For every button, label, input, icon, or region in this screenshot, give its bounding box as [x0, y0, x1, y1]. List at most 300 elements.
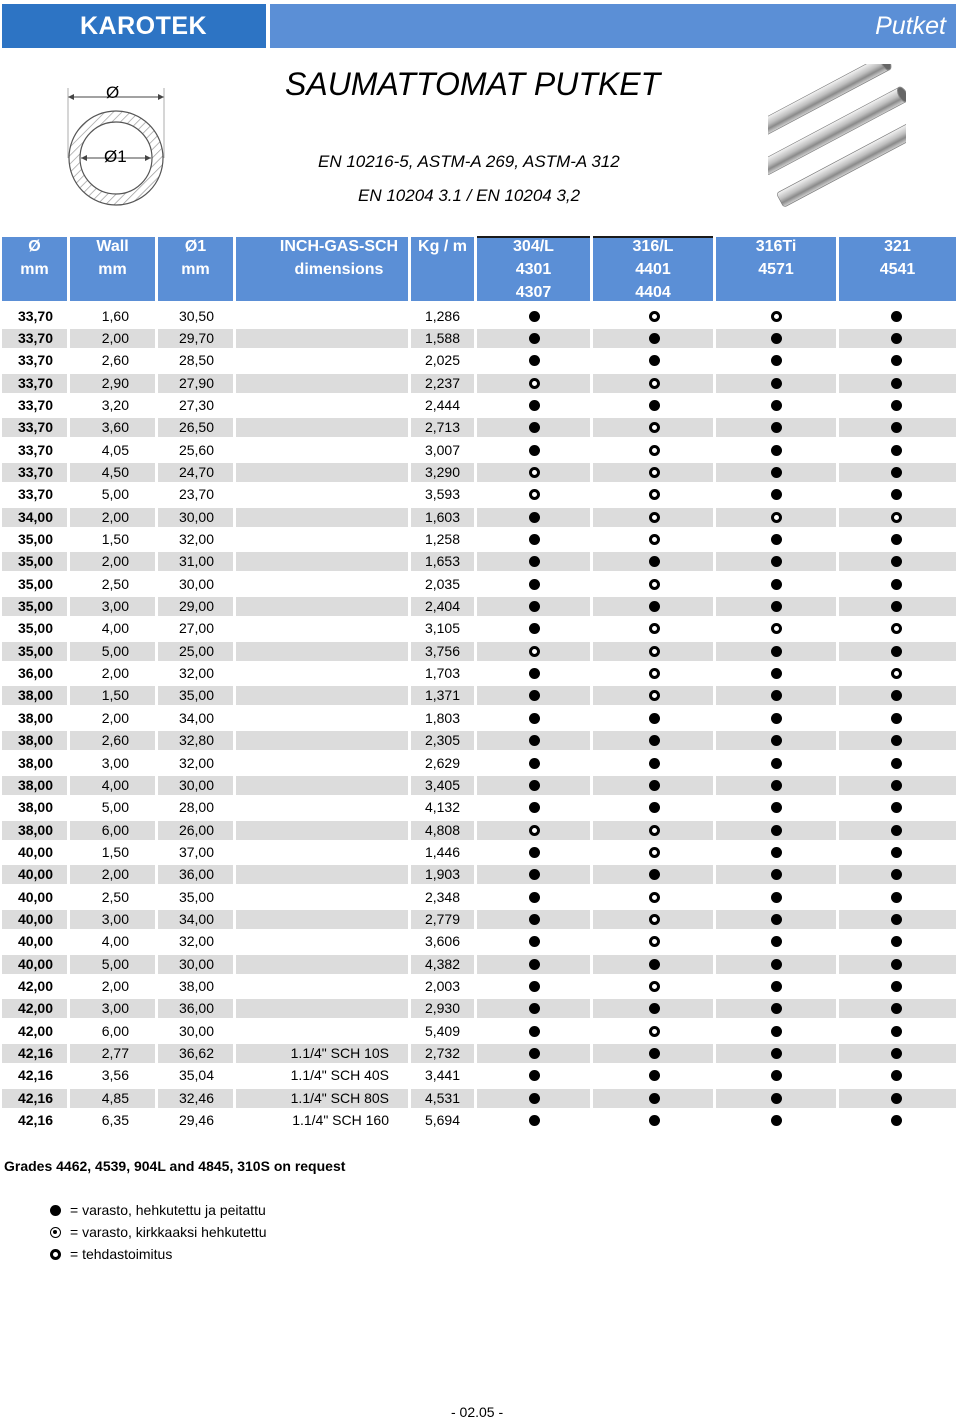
wall-thickness-cell: 3,56 [101, 1067, 129, 1084]
grade-321-cell-ring-dot-icon [891, 623, 902, 634]
table-row [0, 819, 960, 841]
grade-316ti-cell-filled-dot-icon [771, 333, 782, 344]
standards-line-2: EN 10204 3.1 / EN 10204 3,2 [358, 186, 581, 205]
grade-316-cell-ring-dot-icon [649, 892, 660, 903]
grade-316ti-cell-filled-dot-icon [771, 378, 782, 389]
inner-diameter-cell: 32,00 [178, 754, 214, 771]
inner-diameter-cell: 30,00 [178, 955, 214, 972]
wall-thickness-cell: 6,00 [101, 821, 129, 838]
ring-dot-icon [50, 1249, 61, 1260]
inner-diameter-cell: 27,90 [178, 374, 214, 391]
grade-316-cell-filled-dot-icon [649, 802, 660, 813]
col-header-label: mm [98, 261, 127, 278]
row-shade [236, 865, 408, 884]
grade-316ti-cell-filled-dot-icon [771, 668, 782, 679]
grade-304-cell-filled-dot-icon [529, 422, 540, 433]
col-header-label: 321 [884, 238, 911, 255]
inner-diameter-cell: 36,62 [178, 1045, 214, 1062]
grade-321-cell-filled-dot-icon [891, 646, 902, 657]
inch-gas-sch-cell: 1.1/4" SCH 80S [290, 1089, 389, 1106]
grade-304-cell-filled-dot-icon [529, 579, 540, 590]
grade-316ti-cell-filled-dot-icon [771, 1026, 782, 1037]
wall-thickness-cell: 2,60 [101, 352, 129, 369]
grade-321-cell-filled-dot-icon [891, 422, 902, 433]
weight-cell: 2,237 [424, 374, 460, 391]
outer-diameter-cell: 34,00 [17, 508, 53, 525]
grade-316-cell-ring-dot-icon [649, 489, 660, 500]
weight-cell: 2,404 [424, 598, 460, 615]
grade-316ti-cell-filled-dot-icon [771, 422, 782, 433]
table-row [0, 953, 960, 975]
grade-316ti-cell-filled-dot-icon [771, 400, 782, 411]
inner-diameter-cell: 30,00 [178, 1022, 214, 1039]
row-shade [236, 552, 408, 571]
grade-304-cell-ring-dot-icon [529, 467, 540, 478]
wall-thickness-cell: 3,00 [101, 598, 129, 615]
wall-thickness-cell: 2,00 [101, 709, 129, 726]
grade-316-cell-ring-dot-icon [649, 534, 660, 545]
col-header-label: Kg / m [418, 238, 467, 255]
col-header-label: 316/L [632, 238, 674, 255]
weight-cell: 2,305 [424, 732, 460, 749]
outer-diameter-cell: 35,00 [17, 598, 53, 615]
grade-316ti-cell-filled-dot-icon [771, 489, 782, 500]
category-name: Putket [875, 12, 946, 40]
grade-321-cell-filled-dot-icon [891, 914, 902, 925]
inner-diameter-cell: 35,04 [178, 1067, 214, 1084]
target-dot-icon [50, 1227, 61, 1238]
table-row [0, 595, 960, 617]
row-shade [236, 999, 408, 1018]
outer-diameter-cell: 42,16 [17, 1089, 53, 1106]
grade-316ti-cell-filled-dot-icon [771, 467, 782, 478]
outer-diameter-cell: 33,70 [17, 486, 53, 503]
weight-cell: 2,444 [424, 396, 460, 413]
table-row [0, 1042, 960, 1064]
table-row [0, 305, 960, 327]
filled-dot-icon [50, 1205, 61, 1216]
wall-thickness-cell: 2,90 [101, 374, 129, 391]
grade-321-cell-filled-dot-icon [891, 735, 902, 746]
col-header-label: dimensions [294, 261, 384, 278]
inner-diameter-cell: 32,46 [178, 1089, 214, 1106]
inner-diameter-cell: 32,00 [178, 531, 214, 547]
weight-cell: 1,803 [424, 709, 460, 726]
wall-thickness-cell: 2,00 [101, 329, 129, 346]
col-header-label: 4571 [758, 261, 794, 278]
grade-316-cell-filled-dot-icon [649, 355, 660, 366]
inner-diameter-cell: 32,00 [178, 933, 214, 950]
inner-diameter-cell: 24,70 [178, 463, 214, 480]
grade-316ti-cell-filled-dot-icon [771, 1003, 782, 1014]
grade-304-cell-filled-dot-icon [529, 333, 540, 344]
grade-316-cell-ring-dot-icon [649, 825, 660, 836]
grade-316-cell-filled-dot-icon [649, 780, 660, 791]
col-header-label: 4301 [515, 261, 552, 278]
grade-304-cell-filled-dot-icon [529, 802, 540, 813]
grade-316-cell-ring-dot-icon [649, 981, 660, 992]
outer-diameter-cell: 33,70 [17, 352, 53, 369]
weight-cell: 1,446 [424, 843, 460, 860]
grade-321-cell-filled-dot-icon [891, 1026, 902, 1037]
wall-thickness-cell: 3,00 [101, 910, 129, 927]
brand-name: KAROTEK [80, 12, 208, 40]
row-shade [236, 642, 408, 661]
inner-diameter-cell: 28,50 [178, 352, 214, 369]
weight-cell: 4,808 [424, 821, 460, 838]
weight-cell: 2,348 [424, 888, 460, 905]
grade-321-cell-filled-dot-icon [891, 713, 902, 724]
page-title: SAUMATTOMAT PUTKET [285, 66, 661, 102]
inner-diameter-cell: 30,00 [178, 575, 214, 592]
grade-321-cell-filled-dot-icon [891, 1003, 902, 1014]
grade-304-cell-filled-dot-icon [529, 981, 540, 992]
grade-304-cell-filled-dot-icon [529, 936, 540, 947]
grade-316-cell-filled-dot-icon [649, 1003, 660, 1014]
grade-304-cell-filled-dot-icon [529, 1093, 540, 1104]
table-row [0, 707, 960, 729]
inner-diameter-cell: 29,46 [178, 1112, 214, 1129]
standards-line-1: EN 10216-5, ASTM-A 269, ASTM-A 312 [318, 152, 620, 171]
inch-gas-sch-cell: 1.1/4" SCH 10S [290, 1045, 389, 1062]
grade-304-cell-ring-dot-icon [529, 378, 540, 389]
weight-cell: 1,603 [424, 508, 460, 525]
grade-321-cell-filled-dot-icon [891, 1093, 902, 1104]
grade-304-cell-filled-dot-icon [529, 1026, 540, 1037]
page-number: - 02.05 - [451, 1404, 504, 1418]
table-row [0, 1020, 960, 1042]
table-row [0, 1087, 960, 1109]
legend-label: = varasto, kirkkaaksi hehkutettu [70, 1224, 267, 1240]
grade-304-cell-filled-dot-icon [529, 445, 540, 456]
grade-304-cell-filled-dot-icon [529, 713, 540, 724]
grade-316ti-cell-filled-dot-icon [771, 1048, 782, 1059]
grade-316ti-cell-filled-dot-icon [771, 869, 782, 880]
table-row [0, 930, 960, 952]
grade-304-cell-filled-dot-icon [529, 311, 540, 322]
wall-thickness-cell: 1,60 [101, 307, 129, 324]
outer-diameter-cell: 33,70 [17, 374, 53, 391]
grade-316-cell-filled-dot-icon [649, 400, 660, 411]
outer-diameter-cell: 42,16 [17, 1067, 53, 1084]
outer-diameter-cell: 38,00 [17, 821, 53, 838]
grade-321-cell-filled-dot-icon [891, 690, 902, 701]
grade-316ti-cell-filled-dot-icon [771, 735, 782, 746]
grade-316-cell-ring-dot-icon [649, 1026, 660, 1037]
outer-diameter-cell: 38,00 [17, 754, 53, 771]
grade-304-cell-filled-dot-icon [529, 668, 540, 679]
weight-cell: 2,035 [424, 575, 460, 592]
outer-diameter-cell: 40,00 [17, 955, 53, 972]
grade-316ti-cell-filled-dot-icon [771, 646, 782, 657]
grade-321-cell-filled-dot-icon [891, 355, 902, 366]
inner-diameter-cell: 31,00 [178, 553, 214, 570]
grade-321-cell-filled-dot-icon [891, 802, 902, 813]
table-row [0, 796, 960, 818]
table-row [0, 461, 960, 483]
outer-diameter-cell: 35,00 [17, 575, 53, 592]
category-header [270, 4, 956, 48]
row-shade [236, 955, 408, 974]
table-row [0, 774, 960, 796]
grade-316-cell-filled-dot-icon [649, 869, 660, 880]
inner-diameter-cell: 30,00 [178, 508, 214, 525]
grade-304-cell-filled-dot-icon [529, 959, 540, 970]
table-row [0, 550, 960, 572]
weight-cell: 1,286 [424, 307, 460, 324]
weight-cell: 5,409 [424, 1022, 460, 1039]
outer-diameter-cell: 33,70 [17, 441, 53, 458]
grade-316-cell-filled-dot-icon [649, 556, 660, 567]
grade-304-cell-filled-dot-icon [529, 847, 540, 858]
outer-diameter-cell: 40,00 [17, 910, 53, 927]
row-shade [236, 463, 408, 482]
grade-321-cell-filled-dot-icon [891, 1070, 902, 1081]
outer-diameter-cell: 40,00 [17, 843, 53, 860]
wall-thickness-cell: 5,00 [101, 955, 129, 972]
grade-316-cell-filled-dot-icon [649, 713, 660, 724]
col-header-label: mm [181, 261, 210, 278]
grade-316ti-cell-filled-dot-icon [771, 892, 782, 903]
outer-diameter-cell: 40,00 [17, 888, 53, 905]
grade-316-cell-ring-dot-icon [649, 579, 660, 590]
grade-304-cell-ring-dot-icon [529, 646, 540, 657]
grade-316-cell-filled-dot-icon [649, 601, 660, 612]
weight-cell: 2,003 [424, 978, 460, 994]
grade-321-cell-filled-dot-icon [891, 892, 902, 903]
wall-thickness-cell: 5,00 [101, 486, 129, 503]
grade-316ti-cell-filled-dot-icon [771, 355, 782, 366]
weight-cell: 1,903 [424, 866, 460, 883]
grade-316-cell-filled-dot-icon [649, 333, 660, 344]
inner-diameter-cell: 35,00 [178, 687, 214, 704]
outer-diameter-cell: 33,70 [17, 419, 53, 436]
grade-321-cell-filled-dot-icon [891, 758, 902, 769]
grade-316ti-cell-filled-dot-icon [771, 1093, 782, 1104]
grade-321-cell-filled-dot-icon [891, 601, 902, 612]
row-shade [236, 597, 408, 616]
grade-304-cell-filled-dot-icon [529, 1115, 540, 1126]
weight-cell: 2,629 [424, 754, 460, 771]
grade-316-cell-filled-dot-icon [649, 1048, 660, 1059]
grade-304-cell-ring-dot-icon [529, 489, 540, 500]
grade-304-cell-filled-dot-icon [529, 1070, 540, 1081]
grade-321-cell-filled-dot-icon [891, 981, 902, 992]
wall-thickness-cell: 2,50 [101, 888, 129, 905]
grade-321-cell-filled-dot-icon [891, 847, 902, 858]
table-row [0, 729, 960, 751]
table-row [0, 863, 960, 885]
row-shade [236, 508, 408, 527]
grade-316ti-cell-filled-dot-icon [771, 579, 782, 590]
col-header-label: 4401 [635, 261, 671, 278]
weight-cell: 2,713 [424, 419, 460, 436]
grades-note: Grades 4462, 4539, 904L and 4845, 310S on request [4, 1158, 346, 1174]
table-row [0, 372, 960, 394]
wall-thickness-cell: 2,50 [101, 575, 129, 592]
weight-cell: 4,382 [424, 955, 460, 972]
grade-321-cell-filled-dot-icon [891, 579, 902, 590]
inner-diameter-cell: 27,30 [178, 396, 214, 413]
wall-thickness-cell: 3,00 [101, 754, 129, 771]
grade-316-cell-ring-dot-icon [649, 445, 660, 456]
grade-304-cell-filled-dot-icon [529, 1003, 540, 1014]
table-row [0, 327, 960, 349]
wall-thickness-cell: 4,00 [101, 933, 129, 950]
inner-diameter-cell: 23,70 [178, 486, 214, 503]
grade-316ti-cell-filled-dot-icon [771, 1115, 782, 1126]
inner-diameter-cell: 38,00 [178, 978, 214, 994]
wall-thickness-cell: 4,00 [101, 776, 129, 793]
row-shade [236, 910, 408, 929]
grade-321-cell-filled-dot-icon [891, 825, 902, 836]
table-row [0, 997, 960, 1019]
grade-316-cell-ring-dot-icon [649, 847, 660, 858]
grade-316-cell-ring-dot-icon [649, 646, 660, 657]
table-row [0, 349, 960, 371]
table-row [0, 662, 960, 684]
grade-316ti-cell-filled-dot-icon [771, 914, 782, 925]
inner-diameter-cell: 32,00 [178, 665, 214, 682]
grade-321-cell-filled-dot-icon [891, 489, 902, 500]
col-header-label: Wall [96, 238, 129, 255]
grade-316-cell-ring-dot-icon [649, 914, 660, 925]
wall-thickness-cell: 2,00 [101, 508, 129, 525]
row-shade [236, 821, 408, 840]
outer-diameter-cell: 42,16 [17, 1112, 53, 1129]
outer-diameter-cell: 35,00 [17, 553, 53, 570]
weight-cell: 3,441 [424, 1067, 460, 1084]
inner-diameter-cell: 26,00 [178, 821, 214, 838]
row-shade [236, 374, 408, 393]
grade-316ti-cell-filled-dot-icon [771, 959, 782, 970]
row-shade [236, 731, 408, 750]
wall-thickness-cell: 3,60 [101, 419, 129, 436]
grade-304-cell-filled-dot-icon [529, 758, 540, 769]
row-shade [236, 776, 408, 795]
grade-316-cell-filled-dot-icon [649, 758, 660, 769]
grade-304-cell-ring-dot-icon [529, 825, 540, 836]
inner-diameter-cell: 34,00 [178, 910, 214, 927]
table-row [0, 439, 960, 461]
outer-diameter-cell: 35,00 [17, 531, 53, 547]
grade-316-cell-ring-dot-icon [649, 936, 660, 947]
grade-304-cell-filled-dot-icon [529, 690, 540, 701]
grade-321-cell-ring-dot-icon [891, 512, 902, 523]
wall-thickness-cell: 2,00 [101, 866, 129, 883]
wall-thickness-cell: 3,00 [101, 1000, 129, 1017]
inner-diameter-label: Ø1 [104, 147, 127, 166]
table-row [0, 640, 960, 662]
table-row [0, 528, 960, 550]
grade-304-cell-filled-dot-icon [529, 623, 540, 634]
grade-304-cell-filled-dot-icon [529, 601, 540, 612]
grade-316-cell-ring-dot-icon [649, 512, 660, 523]
col-header-label: 4404 [635, 284, 671, 301]
weight-cell: 4,531 [424, 1089, 460, 1106]
inner-diameter-cell: 25,60 [178, 441, 214, 458]
grade-321-cell-filled-dot-icon [891, 936, 902, 947]
grade-316-cell-filled-dot-icon [649, 735, 660, 746]
grade-316ti-cell-filled-dot-icon [771, 713, 782, 724]
outer-diameter-cell: 33,70 [17, 463, 53, 480]
grade-316ti-cell-ring-dot-icon [771, 623, 782, 634]
wall-thickness-cell: 2,77 [101, 1045, 129, 1062]
grade-321-cell-filled-dot-icon [891, 311, 902, 322]
inner-diameter-cell: 30,00 [178, 776, 214, 793]
weight-cell: 3,606 [424, 933, 460, 950]
table-row [0, 886, 960, 908]
grade-321-cell-filled-dot-icon [891, 959, 902, 970]
outer-diameter-label: Ø [106, 83, 120, 102]
wall-thickness-cell: 4,05 [101, 441, 129, 458]
grade-316-cell-ring-dot-icon [649, 422, 660, 433]
wall-thickness-cell: 2,00 [101, 665, 129, 682]
table-row [0, 506, 960, 528]
table-row [0, 573, 960, 595]
weight-cell: 1,703 [424, 665, 460, 682]
grade-321-cell-filled-dot-icon [891, 333, 902, 344]
table-row [0, 975, 960, 997]
outer-diameter-cell: 38,00 [17, 709, 53, 726]
col-header-label: Ø [28, 238, 41, 255]
weight-cell: 1,258 [424, 531, 460, 547]
wall-thickness-cell: 5,00 [101, 642, 129, 659]
table-row [0, 1109, 960, 1131]
col-header-label: 4541 [879, 261, 916, 278]
row-shade [236, 418, 408, 437]
wall-thickness-cell: 2,00 [101, 553, 129, 570]
grade-321-cell-filled-dot-icon [891, 1048, 902, 1059]
grade-321-cell-filled-dot-icon [891, 378, 902, 389]
grade-304-cell-filled-dot-icon [529, 400, 540, 411]
grade-304-cell-filled-dot-icon [529, 534, 540, 545]
col-header-label: INCH-GAS-SCH [279, 238, 399, 255]
outer-diameter-cell: 42,00 [17, 1022, 53, 1039]
grade-316ti-cell-filled-dot-icon [771, 1070, 782, 1081]
inch-gas-sch-cell: 1.1/4" SCH 160 [292, 1112, 389, 1129]
weight-cell: 5,694 [424, 1112, 460, 1129]
grade-316-cell-ring-dot-icon [649, 467, 660, 478]
grade-304-cell-filled-dot-icon [529, 780, 540, 791]
grade-321-cell-filled-dot-icon [891, 780, 902, 791]
grade-304-cell-filled-dot-icon [529, 1048, 540, 1059]
weight-cell: 1,371 [424, 687, 460, 704]
col-header-label: Ø1 [184, 238, 207, 255]
outer-diameter-cell: 38,00 [17, 799, 53, 816]
outer-diameter-cell: 42,00 [17, 1000, 53, 1017]
outer-diameter-cell: 38,00 [17, 776, 53, 793]
wall-thickness-cell: 2,60 [101, 732, 129, 749]
outer-diameter-cell: 35,00 [17, 642, 53, 659]
grade-321-cell-filled-dot-icon [891, 445, 902, 456]
inner-diameter-cell: 29,70 [178, 329, 214, 346]
weight-cell: 1,588 [424, 329, 460, 346]
brand-header [2, 4, 266, 48]
wall-thickness-cell: 5,00 [101, 799, 129, 816]
wall-thickness-cell: 1,50 [101, 687, 129, 704]
grade-321-cell-filled-dot-icon [891, 1115, 902, 1126]
inner-diameter-cell: 30,50 [178, 307, 214, 324]
weight-cell: 3,593 [424, 486, 460, 503]
inner-diameter-cell: 34,00 [178, 709, 214, 726]
wall-thickness-cell: 1,50 [101, 843, 129, 860]
row-shade [236, 329, 408, 348]
col-header-label: 4307 [515, 284, 552, 301]
table-row [0, 684, 960, 706]
table-row [0, 394, 960, 416]
outer-diameter-cell: 33,70 [17, 329, 53, 346]
